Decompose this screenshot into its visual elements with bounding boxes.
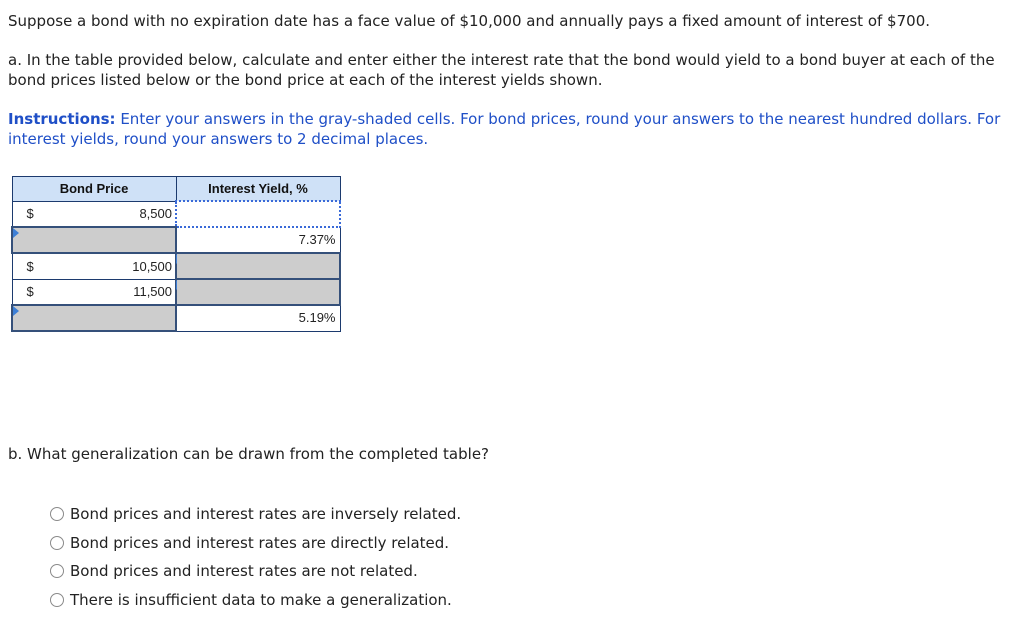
price-answer-cell[interactable] bbox=[12, 305, 176, 331]
table-row bbox=[12, 253, 340, 279]
table-row bbox=[12, 305, 340, 331]
bond-table bbox=[11, 176, 341, 332]
radio-button-icon[interactable] bbox=[50, 593, 64, 607]
yield-cell bbox=[176, 227, 340, 253]
currency-symbol: $ bbox=[26, 284, 34, 300]
answer-flag-icon bbox=[13, 306, 19, 316]
option-label: Bond prices and interest rates are inversely related. bbox=[70, 505, 462, 524]
table-row bbox=[12, 279, 340, 305]
table-header-row bbox=[12, 177, 340, 202]
price-cell bbox=[12, 279, 176, 305]
yield-value: 5.19% bbox=[298, 310, 336, 326]
currency-symbol: $ bbox=[26, 206, 34, 222]
option-label: Bond prices and interest rates are directly related. bbox=[70, 533, 450, 552]
yield-answer-cell[interactable] bbox=[176, 201, 340, 227]
option-not-related[interactable] bbox=[50, 557, 461, 586]
yield-value: 7.37% bbox=[298, 232, 336, 247]
question-intro: Suppose a bond with no expiration date has a face value of $10,000 and annually pays a fixed amount of interest of $700. bbox=[8, 12, 931, 30]
yield-answer-cell[interactable] bbox=[176, 253, 340, 279]
table-row bbox=[12, 227, 340, 253]
answer-flag-icon bbox=[13, 228, 19, 238]
header-interest-yield: Interest Yield, % bbox=[176, 177, 340, 202]
price-cell bbox=[12, 253, 176, 279]
radio-button-icon[interactable] bbox=[50, 564, 64, 578]
instructions bbox=[8, 109, 1013, 149]
instructions-label: Instructions: bbox=[8, 110, 116, 128]
currency-symbol: $ bbox=[26, 258, 34, 274]
part-a-prompt: a. In the table provided below, calculate and enter either the interest rate that the bond would yield to a bond buyer at each of the bond prices listed below or the bond price at each of the interest yields shown. bbox=[8, 51, 995, 89]
radio-button-icon[interactable] bbox=[50, 536, 64, 550]
option-label: There is insufficient data to make a generalization. bbox=[70, 590, 452, 609]
part-b-prompt: b. What generalization can be drawn from the completed table? bbox=[8, 445, 490, 463]
price-answer-cell[interactable] bbox=[12, 227, 176, 253]
instructions-text: Enter your answers in the gray-shaded cells. For bond prices, round your answers to the nearest hundred dollars. For interest yields, round your answers to 2 decimal places. bbox=[8, 110, 1001, 148]
header-bond-price: Bond Price bbox=[12, 177, 176, 202]
option-inversely-related[interactable] bbox=[50, 500, 461, 529]
option-label: Bond prices and interest rates are not related. bbox=[70, 562, 418, 581]
price-value: 11,500 bbox=[133, 284, 172, 300]
answer-options bbox=[50, 500, 461, 614]
price-cell bbox=[12, 201, 176, 227]
option-insufficient-data[interactable] bbox=[50, 586, 461, 615]
price-value: 8,500 bbox=[139, 206, 172, 222]
price-value: 10,500 bbox=[132, 258, 172, 274]
yield-cell bbox=[176, 305, 340, 331]
table-row bbox=[12, 201, 340, 227]
yield-answer-cell[interactable] bbox=[176, 279, 340, 305]
radio-button-icon[interactable] bbox=[50, 507, 64, 521]
option-directly-related[interactable] bbox=[50, 529, 461, 558]
